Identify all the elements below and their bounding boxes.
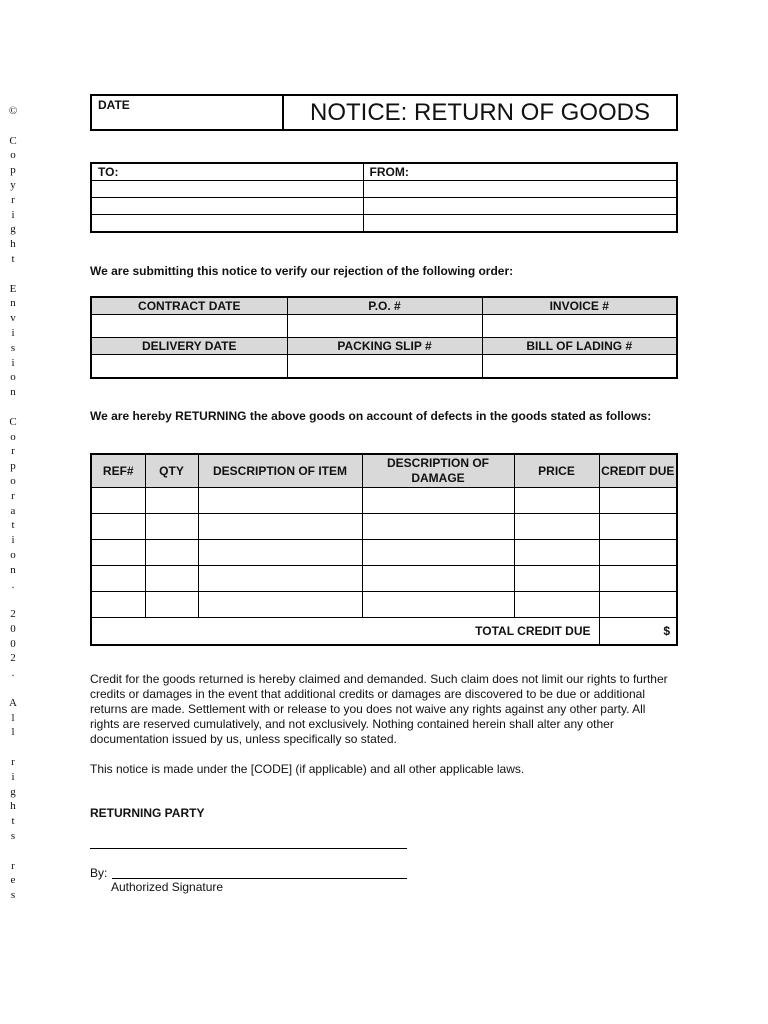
table-cell[interactable] [514, 488, 599, 514]
authorized-signature-line[interactable] [112, 878, 407, 879]
table-cell[interactable] [514, 540, 599, 566]
table-cell[interactable] [145, 566, 198, 592]
table-cell[interactable] [599, 592, 677, 618]
from-label: FROM: [363, 163, 677, 181]
authorized-signature-caption: Authorized Signature [111, 880, 224, 894]
copyright-vertical-text: © C o p y r i g h t E n v i s i o n C o r p o r a t i o n . 2 0 0 2 . A l l r i g h t s r e s [8, 105, 18, 902]
returning-party-label: RETURNING PARTY [90, 806, 205, 820]
to-label: TO: [91, 163, 363, 181]
date-label: DATE [92, 96, 284, 129]
returning-text: We are hereby RETURNING the above goods on account of defects in the goods stated as follows: [90, 409, 652, 423]
table-cell[interactable] [599, 488, 677, 514]
from-line[interactable] [363, 181, 677, 198]
table-cell[interactable] [91, 592, 145, 618]
table-cell[interactable] [599, 514, 677, 540]
delivery-date-field[interactable] [91, 355, 287, 379]
invoice-number-field[interactable] [482, 315, 677, 338]
table-cell[interactable] [514, 514, 599, 540]
header-box [90, 94, 678, 131]
table-row [91, 488, 677, 514]
delivery-date-label: DELIVERY DATE [91, 338, 287, 355]
table-cell[interactable] [145, 592, 198, 618]
table-cell[interactable] [198, 514, 362, 540]
returning-party-signature-line[interactable] [90, 848, 407, 849]
contract-date-label: CONTRACT DATE [91, 297, 287, 315]
contract-date-field[interactable] [91, 315, 287, 338]
table-cell[interactable] [91, 488, 145, 514]
table-row [91, 592, 677, 618]
table-cell[interactable] [362, 514, 514, 540]
column-header-price: PRICE [514, 454, 599, 488]
parties-table [90, 162, 678, 233]
table-cell[interactable] [514, 566, 599, 592]
table-cell[interactable] [599, 540, 677, 566]
table-cell[interactable] [198, 540, 362, 566]
bill-of-lading-field[interactable] [482, 355, 677, 379]
column-header-ref: REF# [91, 454, 145, 488]
to-line[interactable] [91, 181, 363, 198]
table-cell[interactable] [198, 592, 362, 618]
law-paragraph: This notice is made under the [CODE] (if applicable) and all other applicable laws. [90, 762, 525, 776]
table-cell[interactable] [362, 592, 514, 618]
po-number-label: P.O. # [287, 297, 482, 315]
table-cell[interactable] [362, 566, 514, 592]
table-cell[interactable] [91, 514, 145, 540]
table-cell[interactable] [145, 540, 198, 566]
bill-of-lading-label: BILL OF LADING # [482, 338, 677, 355]
packing-slip-label: PACKING SLIP # [287, 338, 482, 355]
table-cell[interactable] [145, 488, 198, 514]
column-header-damage-description: DESCRIPTION OF DAMAGE [362, 454, 514, 488]
table-cell[interactable] [198, 566, 362, 592]
by-label: By: [90, 866, 108, 880]
invoice-number-label: INVOICE # [482, 297, 677, 315]
table-cell[interactable] [91, 566, 145, 592]
total-credit-value[interactable]: $ [599, 618, 677, 646]
from-line[interactable] [363, 215, 677, 233]
total-row [91, 618, 677, 646]
table-row [91, 540, 677, 566]
order-details-table [90, 296, 678, 379]
table-cell[interactable] [91, 540, 145, 566]
credit-paragraph: Credit for the goods returned is hereby claimed and demanded. Such claim does not limit our rights to further credits or damages in the event that additional credits or damages are discovered to be due or additional returns are made. Settlement with or release to you does not waive any rights against any other party. All rights are reserved cumulatively, and not exclusively. Nothing contained herein shall alter any other documentation issued by us, unless specifically so stated. [90, 672, 668, 746]
table-cell[interactable] [514, 592, 599, 618]
from-line[interactable] [363, 198, 677, 215]
table-cell[interactable] [145, 514, 198, 540]
column-header-credit-due: CREDIT DUE [599, 454, 677, 488]
table-cell[interactable] [599, 566, 677, 592]
total-credit-label: TOTAL CREDIT DUE [91, 618, 599, 646]
table-cell[interactable] [362, 488, 514, 514]
column-header-qty: QTY [145, 454, 198, 488]
to-line[interactable] [91, 198, 363, 215]
table-cell[interactable] [198, 488, 362, 514]
column-header-item-description: DESCRIPTION OF ITEM [198, 454, 362, 488]
table-row [91, 566, 677, 592]
intro-text: We are submitting this notice to verify our rejection of the following order: [90, 264, 514, 278]
to-line[interactable] [91, 215, 363, 233]
table-row [91, 514, 677, 540]
packing-slip-field[interactable] [287, 355, 482, 379]
table-cell[interactable] [362, 540, 514, 566]
items-table [90, 453, 678, 646]
document-title: NOTICE: RETURN OF GOODS [309, 99, 650, 126]
po-number-field[interactable] [287, 315, 482, 338]
